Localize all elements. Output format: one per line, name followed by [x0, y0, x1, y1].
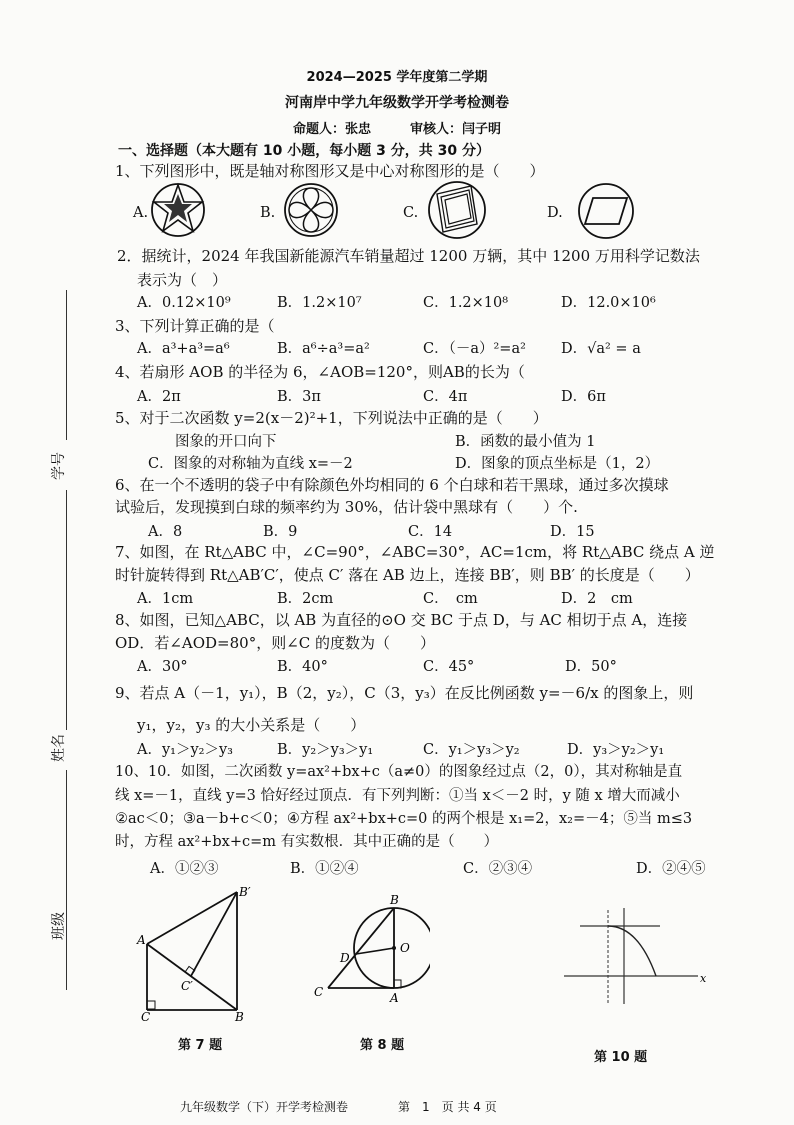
q3-option-a: A．a³+a³=a⁶ — [137, 341, 230, 357]
q10-option-b: B．①②④ — [290, 861, 359, 877]
four-petal-circle-figure — [283, 182, 339, 238]
parallelogram-circle-figure — [577, 182, 635, 240]
figure-10-caption: 第 10 题 — [594, 1050, 648, 1065]
q5-stem: 5、对于二次函数 y=2(x－2)²+1，下列说法中正确的是（ ） — [115, 409, 548, 427]
q8-option-c: C．45° — [423, 659, 475, 675]
label-x: x — [700, 972, 707, 985]
figure-10 — [560, 900, 710, 1010]
footer-page-number: 第 1 页 共 4 页 — [398, 1100, 497, 1114]
q3-option-c: C．（－a）²=a² — [423, 341, 526, 357]
side-label-student-id: 学号 — [51, 452, 67, 480]
q8-option-b: B．40° — [277, 659, 328, 675]
figure-7 — [135, 882, 265, 1022]
q2-option-a: A．0.12×10⁹ — [137, 295, 231, 311]
q6-option-a: A．8 — [148, 524, 183, 540]
q4-option-c: C．4π — [423, 389, 468, 405]
figure-8 — [310, 892, 430, 1012]
q2-option-b: B．1.2×10⁷ — [277, 295, 362, 311]
q7-option-c: C． cm — [423, 591, 478, 607]
q6-stem: 试验后，发现摸到白球的频率约为 30%，估计袋中黑球有（ ）个. — [115, 498, 578, 516]
binding-line — [66, 290, 67, 440]
q2-stem: 2．据统计，2024 年我国新能源汽车销量超过 1200 万辆，其中 1200 万用科学记数法 — [117, 247, 700, 265]
q7-stem: 7、如图，在 Rt△ABC 中，∠C=90°，∠ABC=30°，AC=1cm，将 Rt△ABC 绕点 A 逆 — [115, 543, 715, 561]
exam-authors: 命题人：张忠 审核人：闫子明 — [292, 122, 501, 137]
q5-option-d: D．图象的顶点坐标是（1，2） — [455, 456, 660, 472]
q8-stem: OD．若∠AOD=80°，则∠C 的度数为（ ） — [115, 634, 436, 652]
q9-option-c: C．y₁＞y₃＞y₂ — [423, 742, 520, 758]
q4-option-b: B．3π — [277, 389, 321, 405]
label-d: D — [340, 951, 350, 965]
q7-option-d: D．2 cm — [561, 591, 633, 607]
q10-stem: 10、10．如图，二次函数 y=ax²+bx+c（a≠0）的图象经过点（2，0），其对称轴是直 — [115, 764, 683, 780]
q10-stem: ②ac＜0；③a－b+c＜0；④方程 ax²+bx+c=0 的两个根是 x₁=2，x₂=－4；⑤当 m≤3 — [115, 811, 693, 827]
label-c-prime: C′ — [181, 979, 193, 993]
q9-option-b: B．y₂＞y₃＞y₁ — [277, 742, 374, 758]
q9-stem: y₁，y₂，y₃ 的大小关系是（ ） — [137, 716, 366, 734]
exam-title: 河南岸中学九年级数学开学考检测卷 — [285, 95, 509, 111]
binding-line — [66, 490, 67, 730]
label-a: A — [390, 991, 399, 1005]
q10-stem: 线 x=－1，直线 y=3 恰好经过顶点．有下列判断：①当 x＜－2 时，y 随 x 增大而减小 — [115, 788, 680, 804]
q6-option-c: C．14 — [408, 524, 453, 540]
q1-option-label: C. — [403, 205, 419, 221]
q10-option-c: C．②③④ — [463, 861, 533, 877]
figure-7-caption: 第 7 题 — [178, 1038, 223, 1053]
exam-term: 2024—2025 学年度第二学期 — [306, 70, 488, 85]
q7-option-a: A．1cm — [137, 591, 194, 607]
q8-stem: 8、如图，已知△ABC，以 AB 为直径的⊙O 交 BC 于点 D，与 AC 相切于点 A，连接 — [115, 611, 688, 629]
q5-option-a: 图象的开口向下 — [175, 434, 277, 450]
label-o: O — [400, 941, 410, 955]
q7-stem: 时针旋转得到 Rt△AB′C′，使点 C′ 落在 AB 边上，连接 BB′，则 BB′ 的长度是（ ） — [115, 566, 700, 584]
q4-stem: 4、若扇形 AOB 的半径为 6，∠AOB=120°，则AB的长为（ — [115, 363, 525, 381]
figure-8-caption: 第 8 题 — [360, 1038, 405, 1053]
q10-option-d: D．②④⑤ — [636, 861, 706, 877]
q3-stem: 3、下列计算正确的是（ — [115, 317, 275, 335]
q5-option-b: B．函数的最小值为 1 — [455, 434, 596, 450]
label-a: A — [137, 933, 146, 947]
q3-option-d: D．√a² = a — [561, 341, 641, 357]
q6-option-d: D．15 — [550, 524, 595, 540]
q1-option-label: B. — [260, 205, 276, 221]
q1-stem: 1、下列图形中，既是轴对称图形又是中心对称图形的是（ ） — [115, 162, 545, 180]
q10-stem: 时，方程 ax²+bx+c=m 有实数根．其中正确的是（ ） — [115, 834, 499, 850]
q9-option-a: A．y₁＞y₂＞y₃ — [137, 742, 233, 758]
q4-option-a: A．2π — [137, 389, 181, 405]
star-in-circle-figure — [150, 182, 206, 238]
q2-option-c: C．1.2×10⁸ — [423, 295, 509, 311]
label-b: B — [235, 1010, 244, 1022]
rotated-square-circle-figure — [427, 180, 487, 240]
q6-stem: 6、在一个不透明的袋子中有除颜色外均相同的 6 个白球和若干黑球，通过多次摸球 — [115, 476, 669, 494]
q10-option-a: A．①②③ — [150, 861, 219, 877]
side-label-class: 班级 — [51, 912, 67, 940]
q1-option-label: A. — [133, 205, 149, 221]
q8-option-d: D．50° — [565, 659, 617, 675]
q9-option-d: D．y₃＞y₂＞y₁ — [567, 742, 665, 758]
label-b-prime: B′ — [239, 885, 251, 899]
section-title: 一、选择题（本大题有 10 小题，每小题 3 分，共 30 分） — [118, 143, 490, 159]
q2-stem: 表示为（ ） — [137, 271, 228, 289]
q2-option-d: D．12.0×10⁶ — [561, 295, 656, 311]
q7-option-b: B．2cm — [277, 591, 334, 607]
q9-stem: 9、若点 A（－1，y₁），B（2，y₂），C（3，y₃）在反比例函数 y=－6/x 的图象上，则 — [115, 684, 694, 702]
binding-line — [66, 770, 67, 990]
side-label-name: 姓名 — [51, 734, 67, 762]
label-b: B — [390, 893, 399, 907]
q8-option-a: A．30° — [137, 659, 188, 675]
label-c: C — [314, 985, 324, 999]
label-c: C — [141, 1010, 151, 1022]
q5-option-c: C．图象的对称轴为直线 x=－2 — [148, 456, 353, 472]
q1-option-label: D. — [547, 205, 563, 221]
footer-exam-name: 九年级数学（下）开学考检测卷 — [180, 1100, 349, 1114]
q4-option-d: D．6π — [561, 389, 606, 405]
q6-option-b: B．9 — [263, 524, 298, 540]
q3-option-b: B．a⁶÷a³=a² — [277, 341, 370, 357]
